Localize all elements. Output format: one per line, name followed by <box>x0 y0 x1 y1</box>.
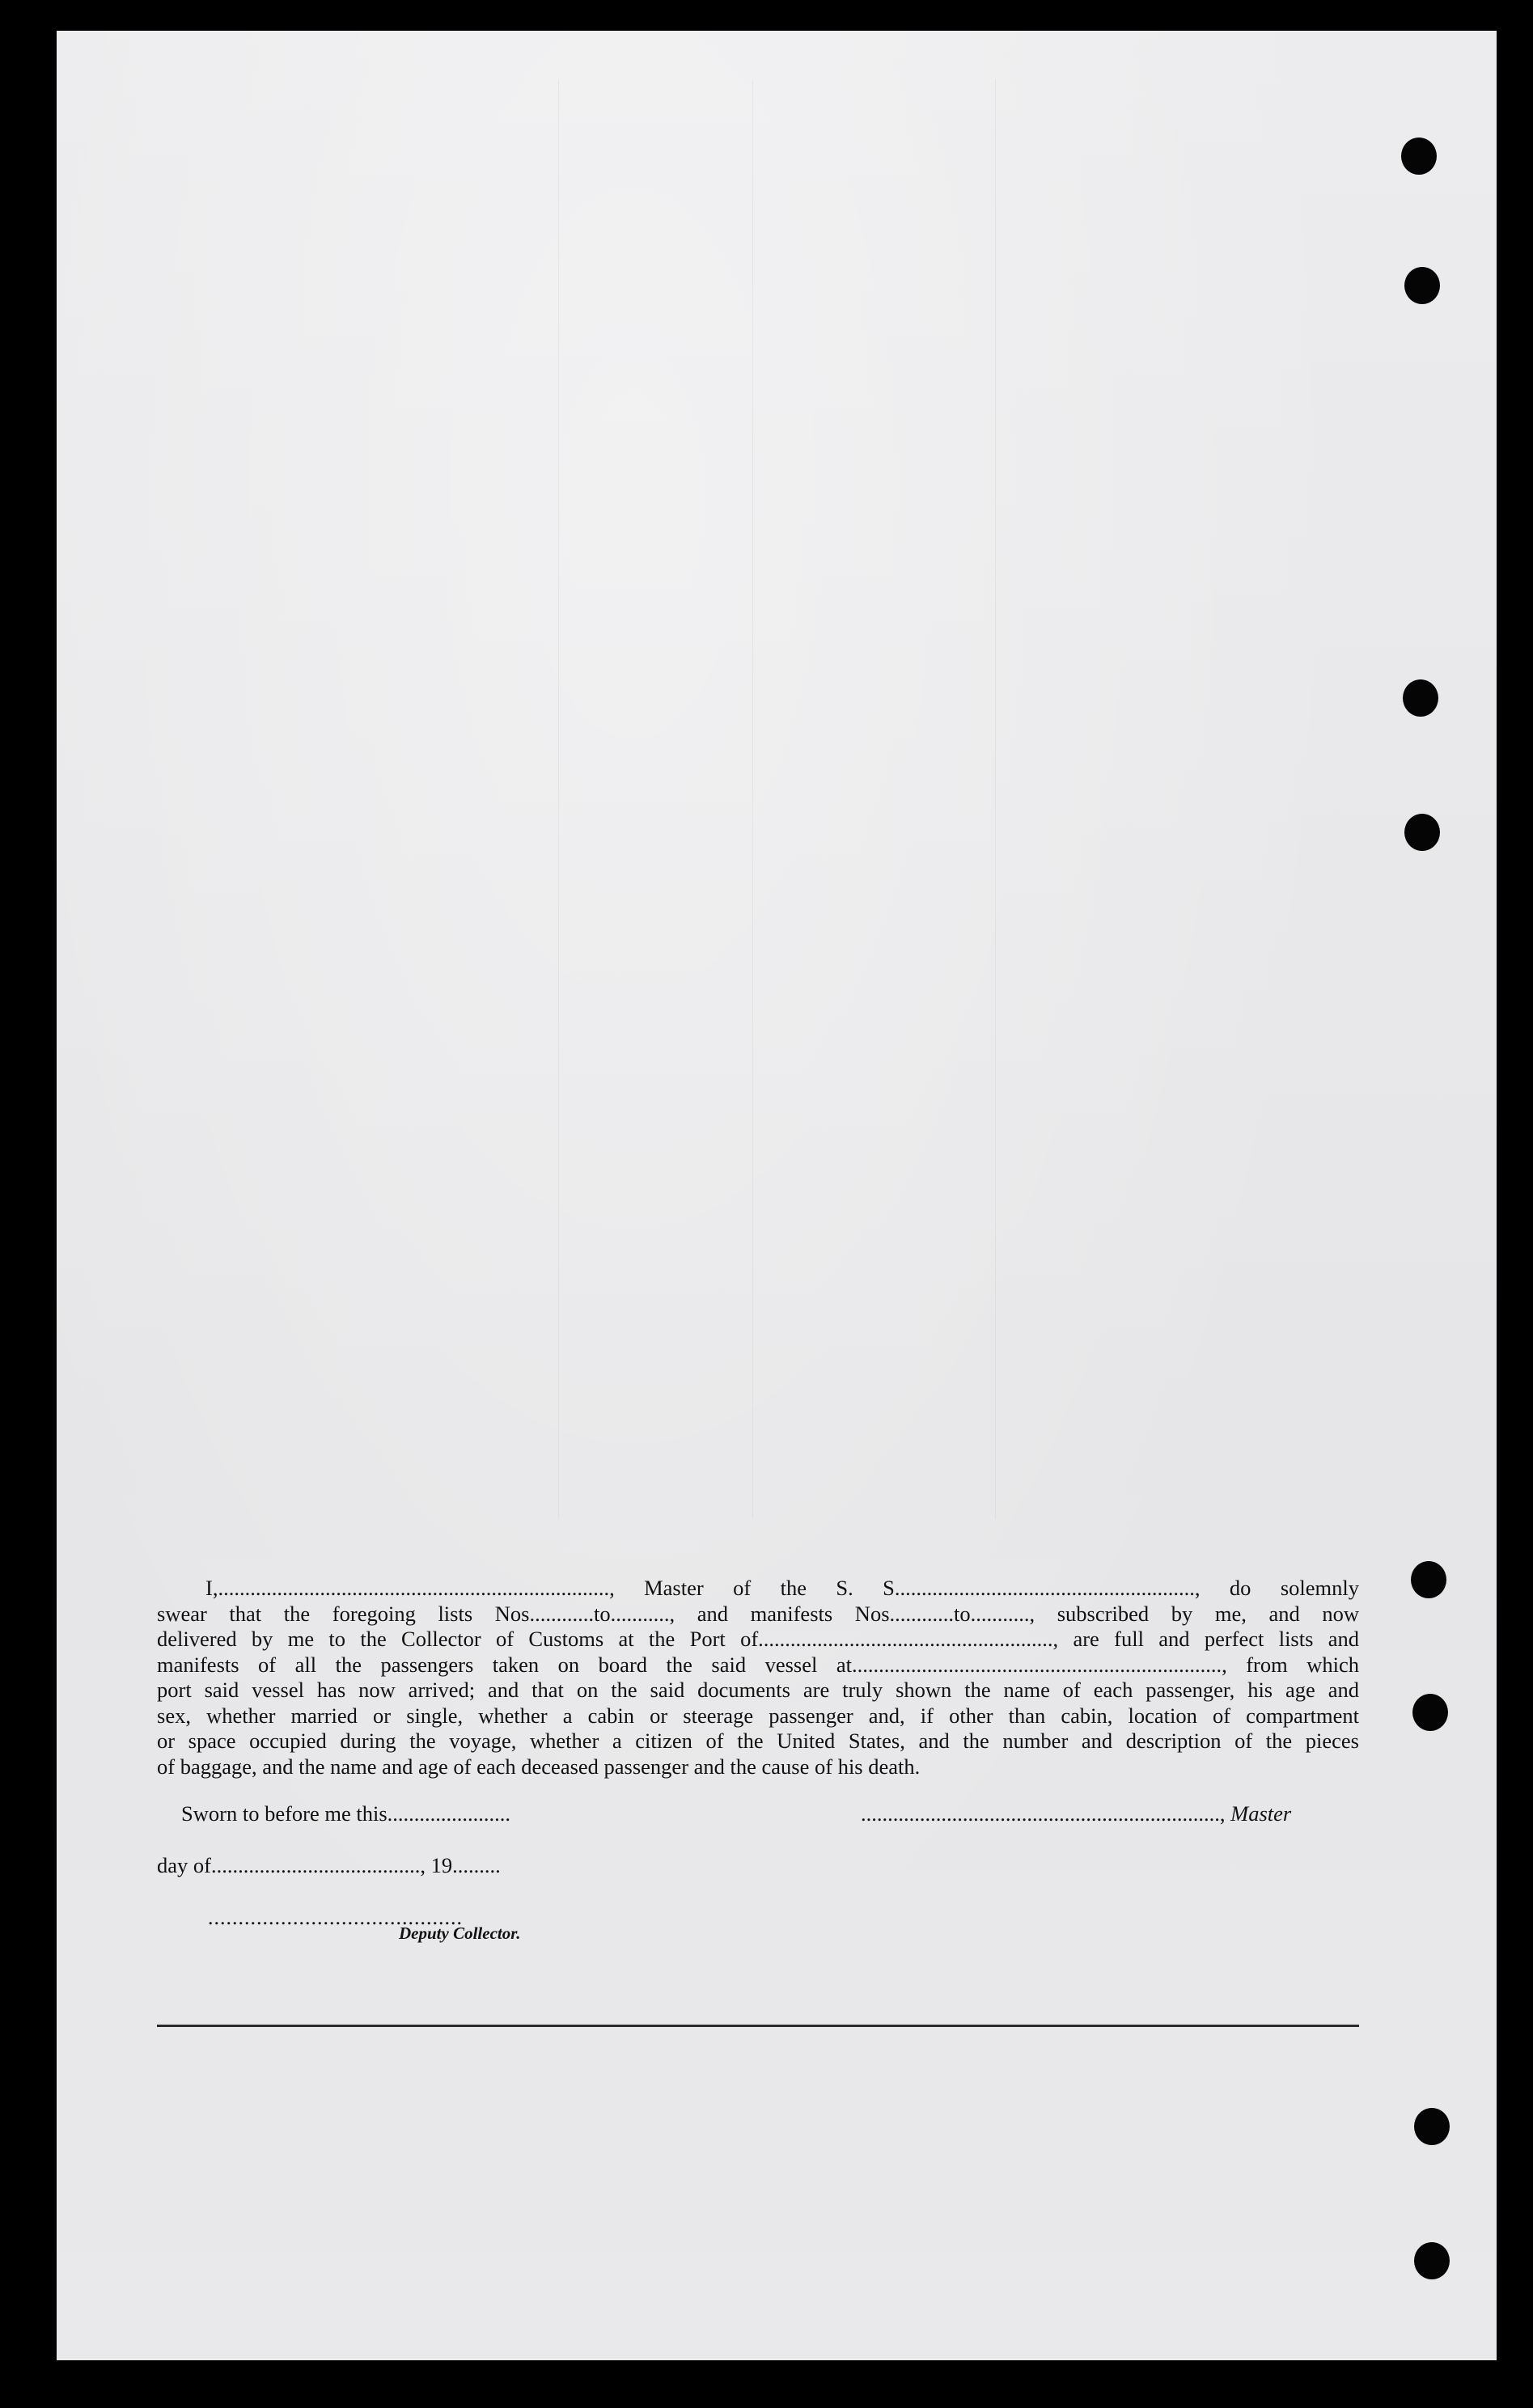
punch-hole <box>1414 2242 1450 2279</box>
master-signature-line <box>861 1801 1291 1826</box>
master-dotted-line: ..................................................................., <box>861 1801 1231 1826</box>
deputy-collector-label: Deputy Collector. <box>399 1923 521 1943</box>
punch-hole <box>1414 2108 1450 2145</box>
oath-line: swear that the foregoing lists Nos............to..........., and manifests Nos............to..........., subscribed by me, and now <box>157 1601 1359 1626</box>
punch-hole <box>1411 1561 1446 1598</box>
day-of-line: day of......................................., 19......... <box>157 1853 501 1877</box>
punch-hole <box>1404 267 1440 304</box>
oath-line: sex, whether married or single, whether a cabin or steerage passenger and, if other than cabin, location of compartment <box>157 1703 1359 1728</box>
sworn-before-line: Sworn to before me this....................... <box>181 1801 511 1826</box>
document-page <box>57 31 1497 2360</box>
oath-line: delivered by me to the Collector of Customs at the Port of......................................................., are full and perfect lists and <box>157 1627 1359 1651</box>
oath-line: I,........................................................................., Master of the S. S........................................................, do solemnly <box>205 1576 1359 1600</box>
punch-hole <box>1404 814 1440 851</box>
oath-line: port said vessel has now arrived; and that on the said documents are truly shown the name of each passenger, his age and <box>157 1678 1359 1702</box>
deputy-signature-line: .......................................... <box>208 1906 463 1929</box>
oath-line: or space occupied during the voyage, whether a citizen of the United States, and the number and description of the pieces <box>157 1729 1359 1753</box>
bleed-through-column <box>995 79 996 1519</box>
punch-hole <box>1412 1694 1448 1731</box>
bleed-through-column <box>558 79 559 1519</box>
oath-line: of baggage, and the name and age of each deceased passenger and the cause of his death. <box>157 1754 921 1779</box>
master-label: Master <box>1230 1801 1292 1826</box>
punch-hole <box>1403 679 1438 717</box>
horizontal-rule <box>157 2025 1359 2027</box>
oath-line: manifests of all the passengers taken on board the said vessel at....................................................................., from which <box>157 1652 1359 1677</box>
punch-hole <box>1401 138 1437 175</box>
master-oath-paragraph <box>157 1576 1359 1780</box>
bleed-through-column <box>752 79 753 1519</box>
